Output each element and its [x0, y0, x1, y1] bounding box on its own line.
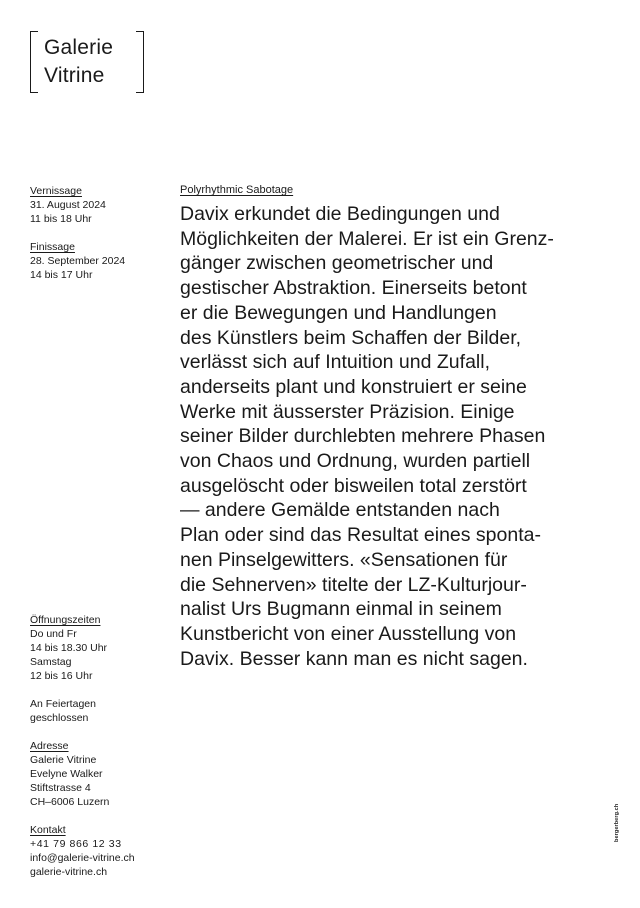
body-line: Möglichkeiten der Malerei. Er ist ein Grenz- [180, 227, 554, 250]
body-line: ausgelöscht oder bisweilen total zerstört [180, 474, 527, 497]
contact-phone: +41 79 866 12 33 [30, 838, 122, 850]
body-line: seiner Bilder durchlebten mehrere Phasen [180, 425, 546, 448]
vernissage-time: 11 bis 18 Uhr [30, 213, 92, 225]
finissage-time: 14 bis 17 Uhr [30, 269, 93, 281]
opening-hours-line: 14 bis 18.30 Uhr [30, 642, 108, 654]
body-line: anderseits plant und konstruiert er seine [180, 375, 527, 398]
holiday-note-line: An Feiertagen [30, 698, 96, 710]
address-line: CH–6006 Luzern [30, 796, 110, 808]
body-line: Davix. Besser kann man es nicht sagen. [180, 647, 528, 670]
logo-text-line2: Vitrine [44, 64, 105, 87]
opening-hours-line: Do und Fr [30, 628, 77, 640]
vernissage-block [30, 184, 165, 226]
contact-heading: Kontakt [30, 824, 66, 836]
body-line: — andere Gemälde entstanden nach [180, 499, 500, 522]
body-line: Plan oder sind das Resultat eines sponta- [180, 524, 541, 547]
body-line: des Künstlers beim Schaffen der Bilder, [180, 326, 522, 349]
contact-website: galerie-vitrine.ch [30, 866, 108, 878]
body-line: Davix erkundet die Bedingungen und [180, 203, 500, 225]
finissage-block [30, 240, 165, 282]
contact-block [30, 823, 165, 879]
sidebar-events [30, 184, 165, 296]
exhibition-text [180, 183, 600, 671]
address-heading: Adresse [30, 740, 69, 752]
body-line: die Sehnerven» titelte der LZ-Kulturjour- [180, 573, 527, 596]
opening-hours-heading: Öffnungszeiten [30, 614, 101, 626]
body-line: nen Pinselgewitters. «Sensationen für [180, 548, 508, 571]
body-line: gänger zwischen geometrischer und [180, 252, 494, 275]
logo-text-line1: Galerie [44, 36, 114, 59]
gallery-logo [30, 31, 144, 93]
body-line: Werke mit äusserster Präzision. Einige [180, 400, 515, 423]
opening-hours-line: 12 bis 16 Uhr [30, 670, 93, 682]
opening-hours-line: Samstag [30, 656, 72, 668]
logo-bracket-right [136, 31, 144, 93]
logo-bracket-left [30, 31, 38, 93]
vernissage-date: 31. August 2024 [30, 199, 106, 211]
body-line: verlässt sich auf Intuition und Zufall, [180, 351, 490, 374]
holiday-note-line: geschlossen [30, 712, 89, 724]
contact-email: info@galerie-vitrine.ch [30, 852, 135, 864]
body-line: er die Bewegungen und Handlungen [180, 301, 497, 324]
holiday-note [30, 697, 165, 725]
address-line: Evelyne Walker [30, 768, 103, 780]
body-line: gestischer Abstraktion. Einerseits betont [180, 277, 527, 300]
address-line: Galerie Vitrine [30, 754, 97, 766]
body-line: nalist Urs Bugmann einmal in seinem [180, 598, 502, 621]
finissage-date: 28. September 2024 [30, 255, 126, 267]
vernissage-heading: Vernissage [30, 185, 82, 197]
body-line: Kunstbericht von einer Ausstellung von [180, 622, 517, 645]
opening-hours-block [30, 613, 165, 683]
sidebar-info [30, 613, 165, 893]
exhibition-title: Polyrhythmic Sabotage [180, 184, 294, 196]
body-line: von Chaos und Ordnung, wurden partiell [180, 450, 531, 473]
address-line: Stiftstrasse 4 [30, 782, 91, 794]
designer-credit: bergerberg.ch [614, 803, 620, 842]
finissage-heading: Finissage [30, 241, 75, 253]
address-block [30, 739, 165, 809]
